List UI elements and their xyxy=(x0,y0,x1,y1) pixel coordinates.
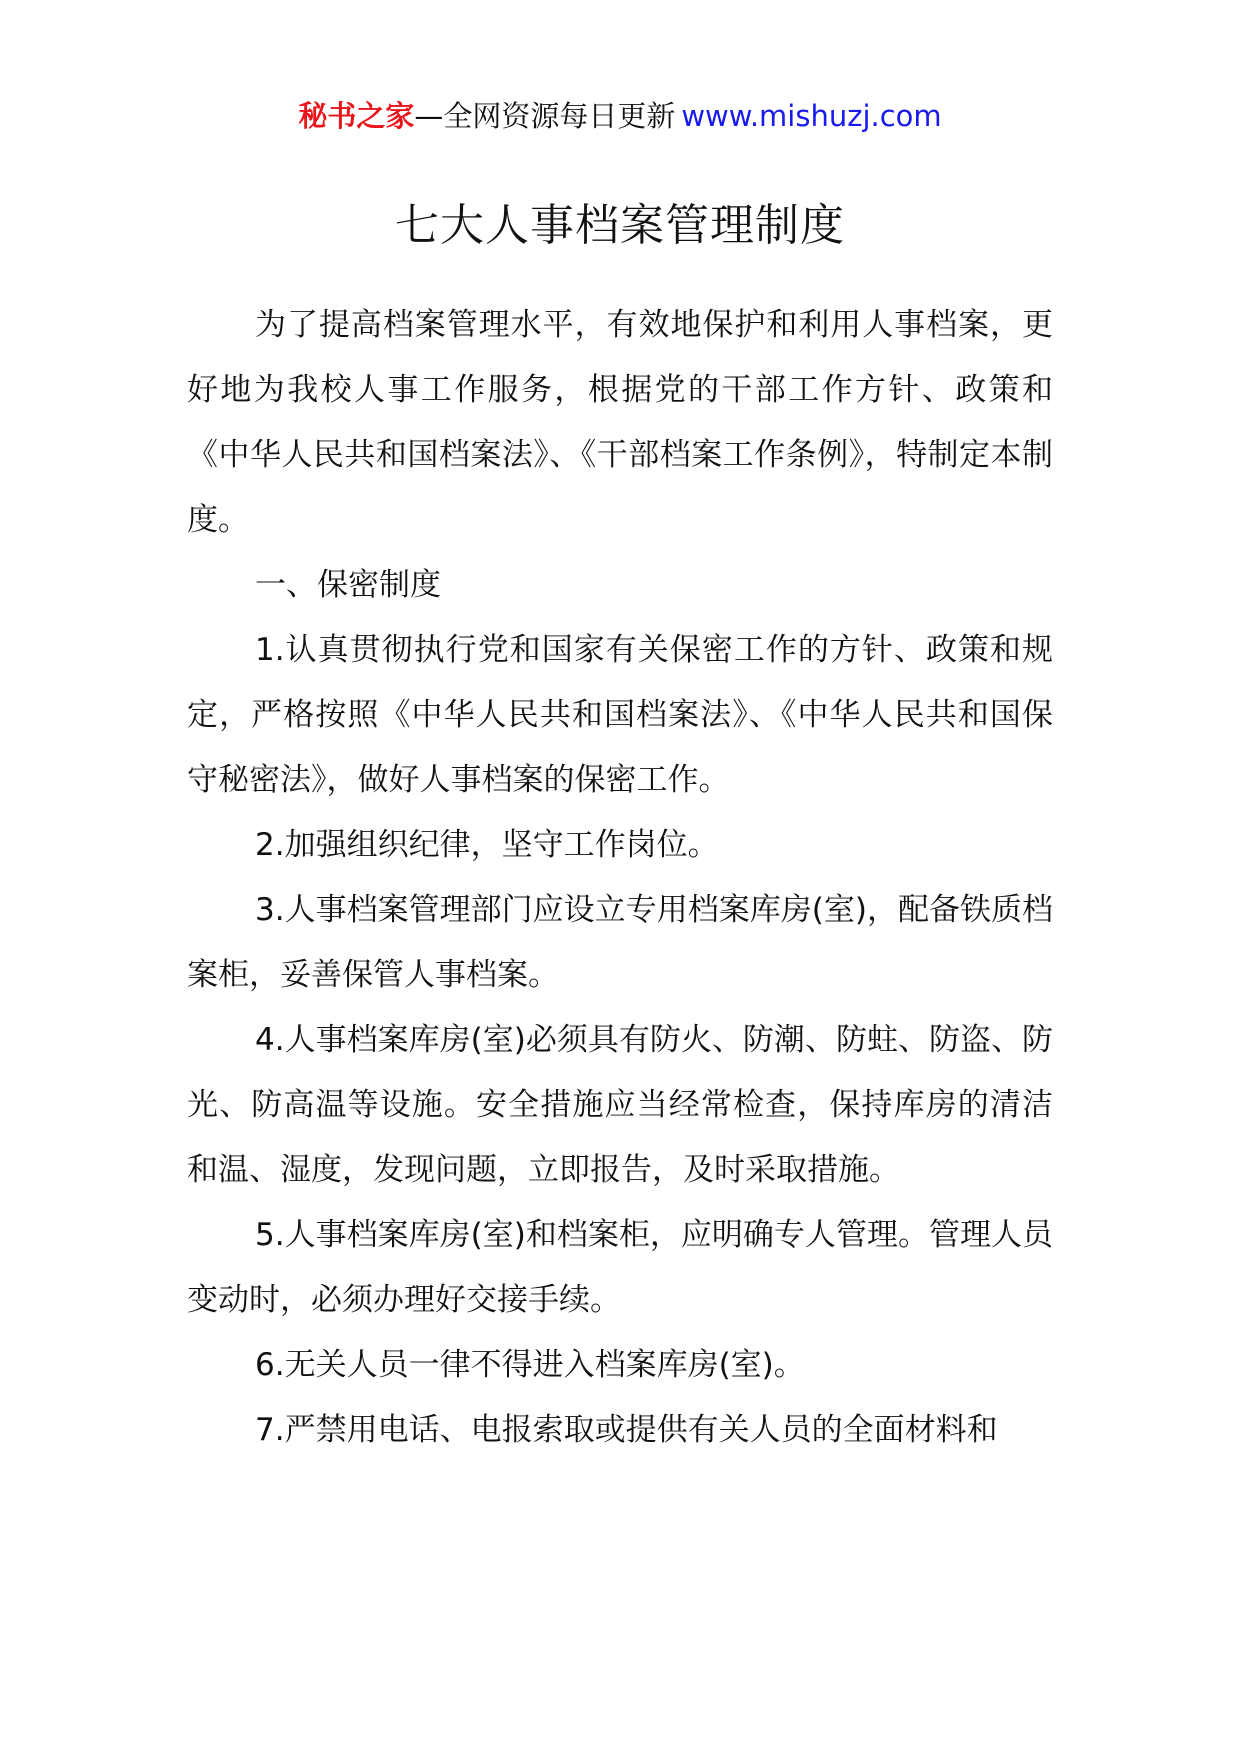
list-item: 4.人事档案库房(室)必须具有防火、防潮、防蛀、防盗、防光、防高温等设施。安全措施应当经常检查，保持库房的清洁和温、湿度，发现问题，立即报告，及时采取措施。 xyxy=(187,1022,1053,1188)
list-item: 6.无关人员一律不得进入档案库房(室)。 xyxy=(255,1347,805,1383)
document-body xyxy=(187,293,1053,1463)
list-item: 5.人事档案库房(室)和档案柜，应明确专人管理。管理人员变动时，必须办理好交接手续。 xyxy=(187,1217,1053,1318)
site-header xyxy=(0,96,1240,136)
site-url-link[interactable]: www.mishuzj.com xyxy=(681,99,942,133)
document-title: 七大人事档案管理制度 xyxy=(395,200,845,251)
header-tagline: —全网资源每日更新 xyxy=(414,99,676,133)
list-item: 3.人事档案管理部门应设立专用档案库房(室)，配备铁质档案柜，妥善保管人事档案。 xyxy=(187,892,1053,993)
list-item: 7.严禁用电话、电报索取或提供有关人员的全面材料和 xyxy=(255,1412,998,1448)
brand-name: 秘书之家 xyxy=(298,99,415,133)
section-heading: 一、保密制度 xyxy=(255,567,441,603)
list-item: 1.认真贯彻执行党和国家有关保密工作的方针、政策和规定，严格按照《中华人民共和国档案法》、《中华人民共和国保守秘密法》，做好人事档案的保密工作。 xyxy=(187,632,1053,798)
intro-paragraph: 为了提高档案管理水平，有效地保护和利用人事档案，更好地为我校人事工作服务，根据党的干部工作方针、政策和《中华人民共和国档案法》、《干部档案工作条例》，特制定本制度。 xyxy=(187,307,1053,538)
list-item: 2.加强组织纪律，坚守工作岗位。 xyxy=(255,827,719,863)
